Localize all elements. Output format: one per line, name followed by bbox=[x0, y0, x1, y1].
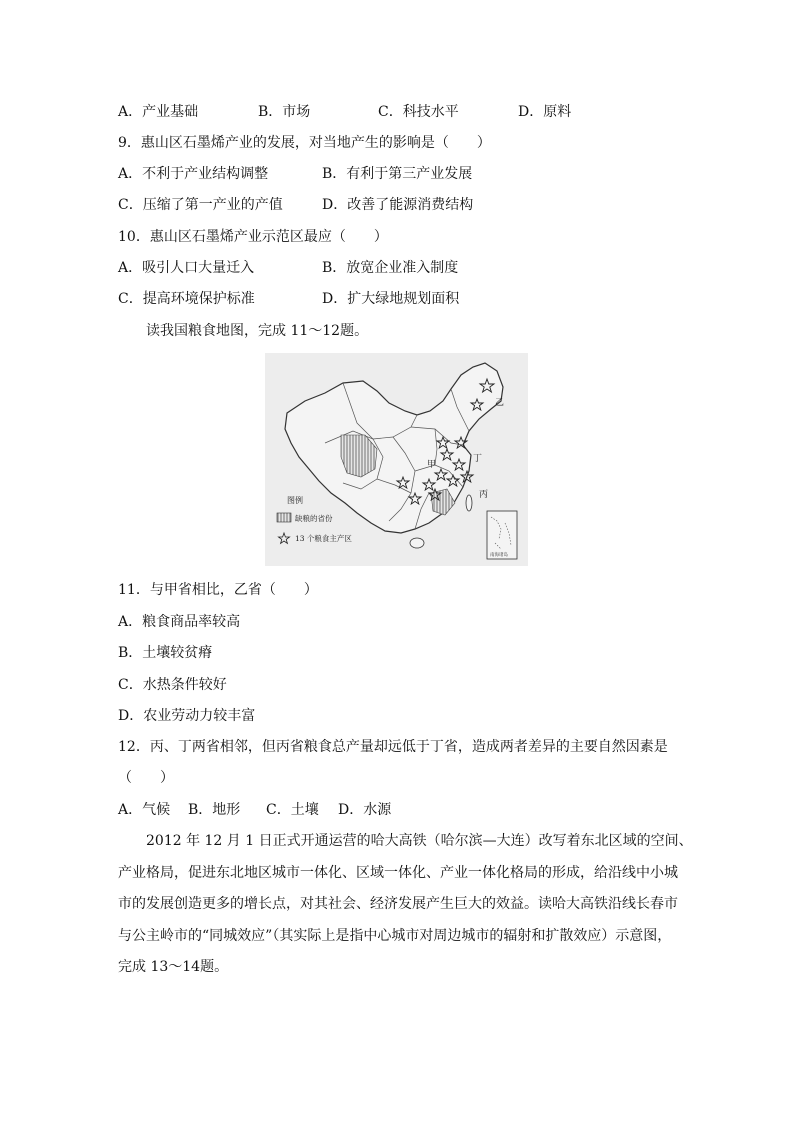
hainan-island bbox=[410, 538, 424, 548]
q12-option-c: C．土壤 bbox=[266, 802, 319, 818]
intro-13-14-line1: 2012 年 12 月 1 日正式开通运营的哈大高铁（哈尔滨—大连）改写着东北区域的空间、 bbox=[146, 833, 693, 849]
q9-option-c: C．压缩了第一产业的产值 bbox=[118, 197, 283, 213]
q12-option-d: D．水源 bbox=[338, 802, 392, 818]
intro-13-14-line4: 与公主岭市的“同城效应”（其实际上是指中心城市对周边城市的辐射和扩散效应）示意图， bbox=[118, 928, 672, 944]
q9-stem: 9．惠山区石墨烯产业的发展，对当地产生的影响是（ ） bbox=[118, 135, 491, 151]
q8-option-a: A．产业基础 bbox=[118, 104, 199, 120]
q10-option-d: D．扩大绿地规划面积 bbox=[322, 291, 460, 307]
q12-option-a: A．气候 bbox=[118, 802, 171, 818]
q9-option-b: B．有利于第三产业发展 bbox=[322, 166, 473, 182]
q8-option-d: D．原料 bbox=[518, 104, 572, 120]
intro-13-14-line2: 产业格局，促进东北地区城市一体化、区域一体化、产业一体化格局的形成，给沿线中小城 bbox=[118, 865, 678, 881]
q10-stem: 10．惠山区石墨烯产业示范区最应（ ） bbox=[118, 229, 388, 245]
china-map-svg bbox=[265, 353, 528, 566]
q11-option-d: D．农业劳动力较丰富 bbox=[118, 708, 256, 724]
inset-label: 南海诸岛 bbox=[490, 553, 508, 558]
q12-option-b: B．地形 bbox=[188, 802, 241, 818]
china-grain-map bbox=[265, 353, 528, 566]
intro-13-14-line5: 完成 13～14题。 bbox=[118, 959, 229, 975]
label-jia: 甲 bbox=[427, 460, 437, 470]
q11-option-b: B．土壤较贫瘠 bbox=[118, 645, 213, 661]
q12-stem: 12．丙、丁两省相邻，但丙省粮食总产量却远低于丁省，造成两者差异的主要自然因素是 bbox=[118, 739, 668, 755]
label-bing: 丙 bbox=[479, 490, 489, 500]
q9-option-a: A．不利于产业结构调整 bbox=[118, 166, 269, 182]
legend-star-label: 13 个粮食主产区 bbox=[295, 534, 352, 543]
q9-option-d: D．改善了能源消费结构 bbox=[322, 197, 474, 213]
legend-star-icon bbox=[279, 533, 290, 543]
intro-11-12: 读我国粮食地图，完成 11～12题。 bbox=[146, 323, 369, 339]
q11-stem: 11．与甲省相比，乙省（ ） bbox=[118, 582, 318, 598]
legend-shortage: 缺粮的省份 bbox=[295, 514, 333, 523]
q8-option-c: C．科技水平 bbox=[378, 104, 459, 120]
q8-option-b: B．市场 bbox=[258, 104, 311, 120]
q11-option-c: C．水热条件较好 bbox=[118, 677, 227, 693]
q10-option-c: C．提高环境保护标准 bbox=[118, 291, 255, 307]
q12-stem-cont: （ ） bbox=[118, 770, 174, 786]
q10-option-a: A．吸引人口大量迁入 bbox=[118, 260, 255, 276]
taiwan-island bbox=[466, 495, 472, 511]
q11-option-a: A．粮食商品率较高 bbox=[118, 614, 241, 630]
south-sea-inset bbox=[487, 511, 517, 559]
intro-13-14-line3: 市的发展创造更多的增长点，对其社会、经济发展产生巨大的效益。读哈大高铁沿线长春市 bbox=[118, 896, 678, 912]
legend-hatch-swatch bbox=[277, 513, 291, 522]
legend-title: 图例 bbox=[287, 496, 303, 505]
q10-option-b: B．放宽企业准入制度 bbox=[322, 260, 459, 276]
label-yi: 乙 bbox=[495, 398, 505, 408]
label-ding: 丁 bbox=[473, 454, 483, 464]
